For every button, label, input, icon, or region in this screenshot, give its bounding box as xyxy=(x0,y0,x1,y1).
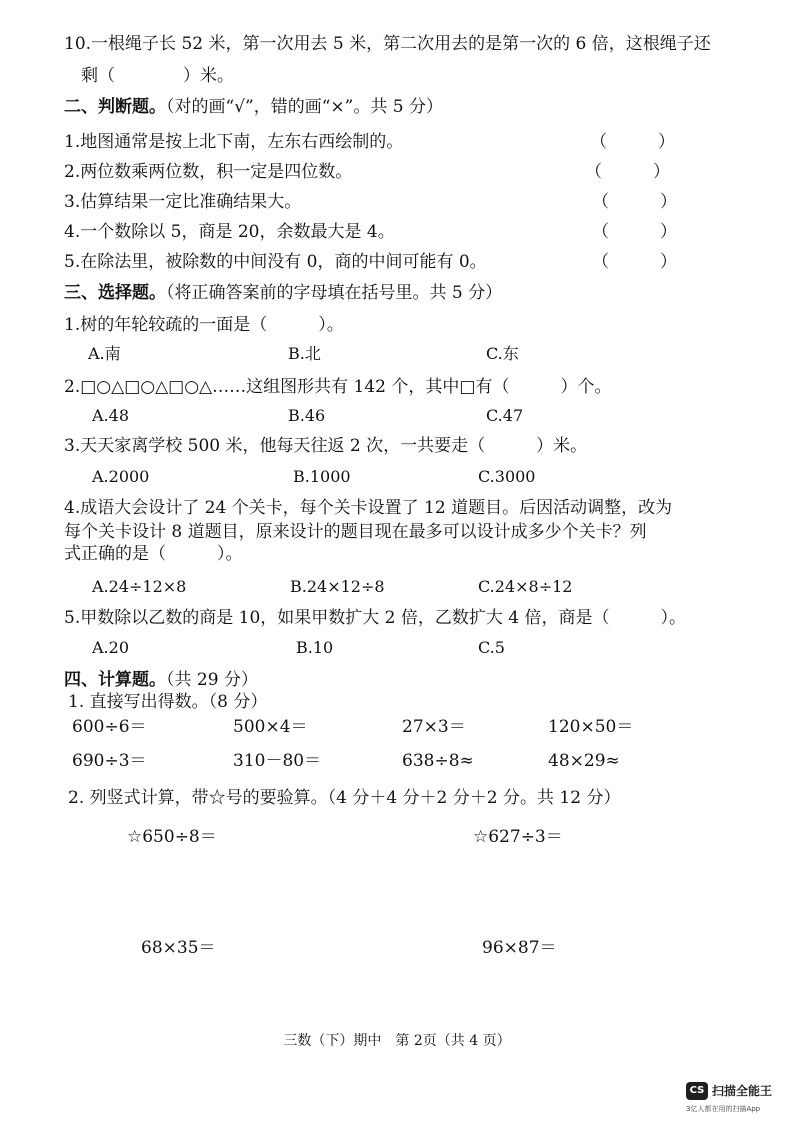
choice-q4-line1: 4.成语大会设计了 24 个关卡，每个关卡设置了 12 道题目。后因活动调整，改为 xyxy=(64,498,673,518)
choice-q4-option-b[interactable]: B.24×12÷8 xyxy=(290,577,385,596)
page-footer: 三数（下）期中 第 2页（共 4 页） xyxy=(283,1033,511,1049)
oral-calc-5: 690÷3＝ xyxy=(72,751,147,771)
section2-title: 二、判断题。 xyxy=(64,97,166,117)
oral-calc-6: 310－80＝ xyxy=(233,751,322,771)
judge-item-3: 3.估算结果一定比准确结果大。 xyxy=(64,192,302,212)
judge-item-5: 5.在除法里，被除数的中间没有 0，商的中间可能有 0。 xyxy=(64,252,487,272)
judge-answer-3[interactable]: （ ） xyxy=(592,192,677,212)
judge-item-2: 2.两位数乘两位数，积一定是四位数。 xyxy=(64,162,353,182)
oral-calc-7: 638÷8≈ xyxy=(402,751,474,771)
choice-q3-stem: 3.天天家离学校 500 米，他每天往返 2 次，一共要走（ ）米。 xyxy=(64,436,588,456)
choice-q1-option-c[interactable]: C.东 xyxy=(486,344,519,363)
scanner-watermark xyxy=(686,1082,786,1118)
judge-answer-5[interactable]: （ ） xyxy=(592,252,677,272)
section4-heading xyxy=(64,669,258,691)
choice-q3-option-b[interactable]: B.1000 xyxy=(293,467,351,486)
judge-answer-1[interactable]: （ ） xyxy=(590,132,675,152)
oral-calc-3: 27×3＝ xyxy=(402,717,466,737)
vertical-calc-2: ☆627÷3＝ xyxy=(473,827,563,847)
q10-line1: 10.一根绳子长 52 米，第一次用去 5 米，第二次用去的是第一次的 6 倍，这根绳子还 xyxy=(64,34,711,54)
choice-q2-option-a[interactable]: A.48 xyxy=(92,406,129,425)
scanner-tagline: 3亿人都在用的扫描App xyxy=(686,1105,761,1113)
calc-part2-title: 2. 列竖式计算，带☆号的要验算。（4 分＋4 分＋2 分＋2 分。共 12 分） xyxy=(68,788,621,808)
oral-calc-2: 500×4＝ xyxy=(233,717,308,737)
calc-part1-title: 1. 直接写出得数。（8 分） xyxy=(68,692,268,712)
vertical-calc-4: 96×87＝ xyxy=(482,938,557,958)
choice-q5-option-c[interactable]: C.5 xyxy=(478,638,505,657)
choice-q3-option-a[interactable]: A.2000 xyxy=(92,467,150,486)
scanner-name: 扫描全能王 xyxy=(712,1084,773,1098)
judge-item-1: 1.地图通常是按上北下南，左东右西绘制的。 xyxy=(64,132,404,152)
oral-calc-8: 48×29≈ xyxy=(548,751,620,771)
choice-q4-line3: 式正确的是（ ）。 xyxy=(64,544,243,564)
choice-q4-option-a[interactable]: A.24÷12×8 xyxy=(92,577,187,596)
section2-note: （对的画“√”，错的画“×”。共 5 分） xyxy=(166,97,443,117)
section2-heading xyxy=(64,96,443,118)
choice-q2-option-b[interactable]: B.46 xyxy=(288,406,326,425)
choice-q3-option-c[interactable]: C.3000 xyxy=(478,467,536,486)
section3-note: （将正确答案前的字母填在括号里。共 5 分） xyxy=(166,283,503,303)
choice-q4-option-c[interactable]: C.24×8÷12 xyxy=(478,577,573,596)
judge-answer-4[interactable]: （ ） xyxy=(592,222,677,242)
section3-title: 三、选择题。 xyxy=(64,283,166,303)
scanner-logo-icon: CS xyxy=(686,1082,708,1100)
choice-q2-stem: 2.□○△□○△□○△……这组图形共有 142 个，其中□有（ ）个。 xyxy=(64,377,612,397)
section4-title: 四、计算题。 xyxy=(64,670,166,690)
judge-item-4: 4.一个数除以 5，商是 20，余数最大是 4。 xyxy=(64,222,395,242)
choice-q2-option-c[interactable]: C.47 xyxy=(486,406,524,425)
vertical-calc-1: ☆650÷8＝ xyxy=(127,827,217,847)
section3-heading xyxy=(64,282,502,304)
choice-q5-option-b[interactable]: B.10 xyxy=(296,638,334,657)
vertical-calc-3: 68×35＝ xyxy=(141,938,216,958)
choice-q5-stem: 5.甲数除以乙数的商是 10，如果甲数扩大 2 倍，乙数扩大 4 倍，商是（ ）。 xyxy=(64,608,687,628)
choice-q5-option-a[interactable]: A.20 xyxy=(92,638,129,657)
oral-calc-4: 120×50＝ xyxy=(548,717,634,737)
choice-q1-stem: 1.树的年轮较疏的一面是（ ）。 xyxy=(64,315,344,335)
q10-line2: 剩（ ）米。 xyxy=(81,66,234,86)
choice-q1-option-a[interactable]: A.南 xyxy=(88,344,121,363)
judge-answer-2[interactable]: （ ） xyxy=(585,162,670,182)
section4-note: （共 29 分） xyxy=(166,670,258,690)
choice-q4-line2: 每个关卡设计 8 道题目，原来设计的题目现在最多可以设计成多少个关卡？列 xyxy=(64,522,647,542)
oral-calc-1: 600÷6＝ xyxy=(72,717,147,737)
choice-q1-option-b[interactable]: B.北 xyxy=(288,344,321,363)
